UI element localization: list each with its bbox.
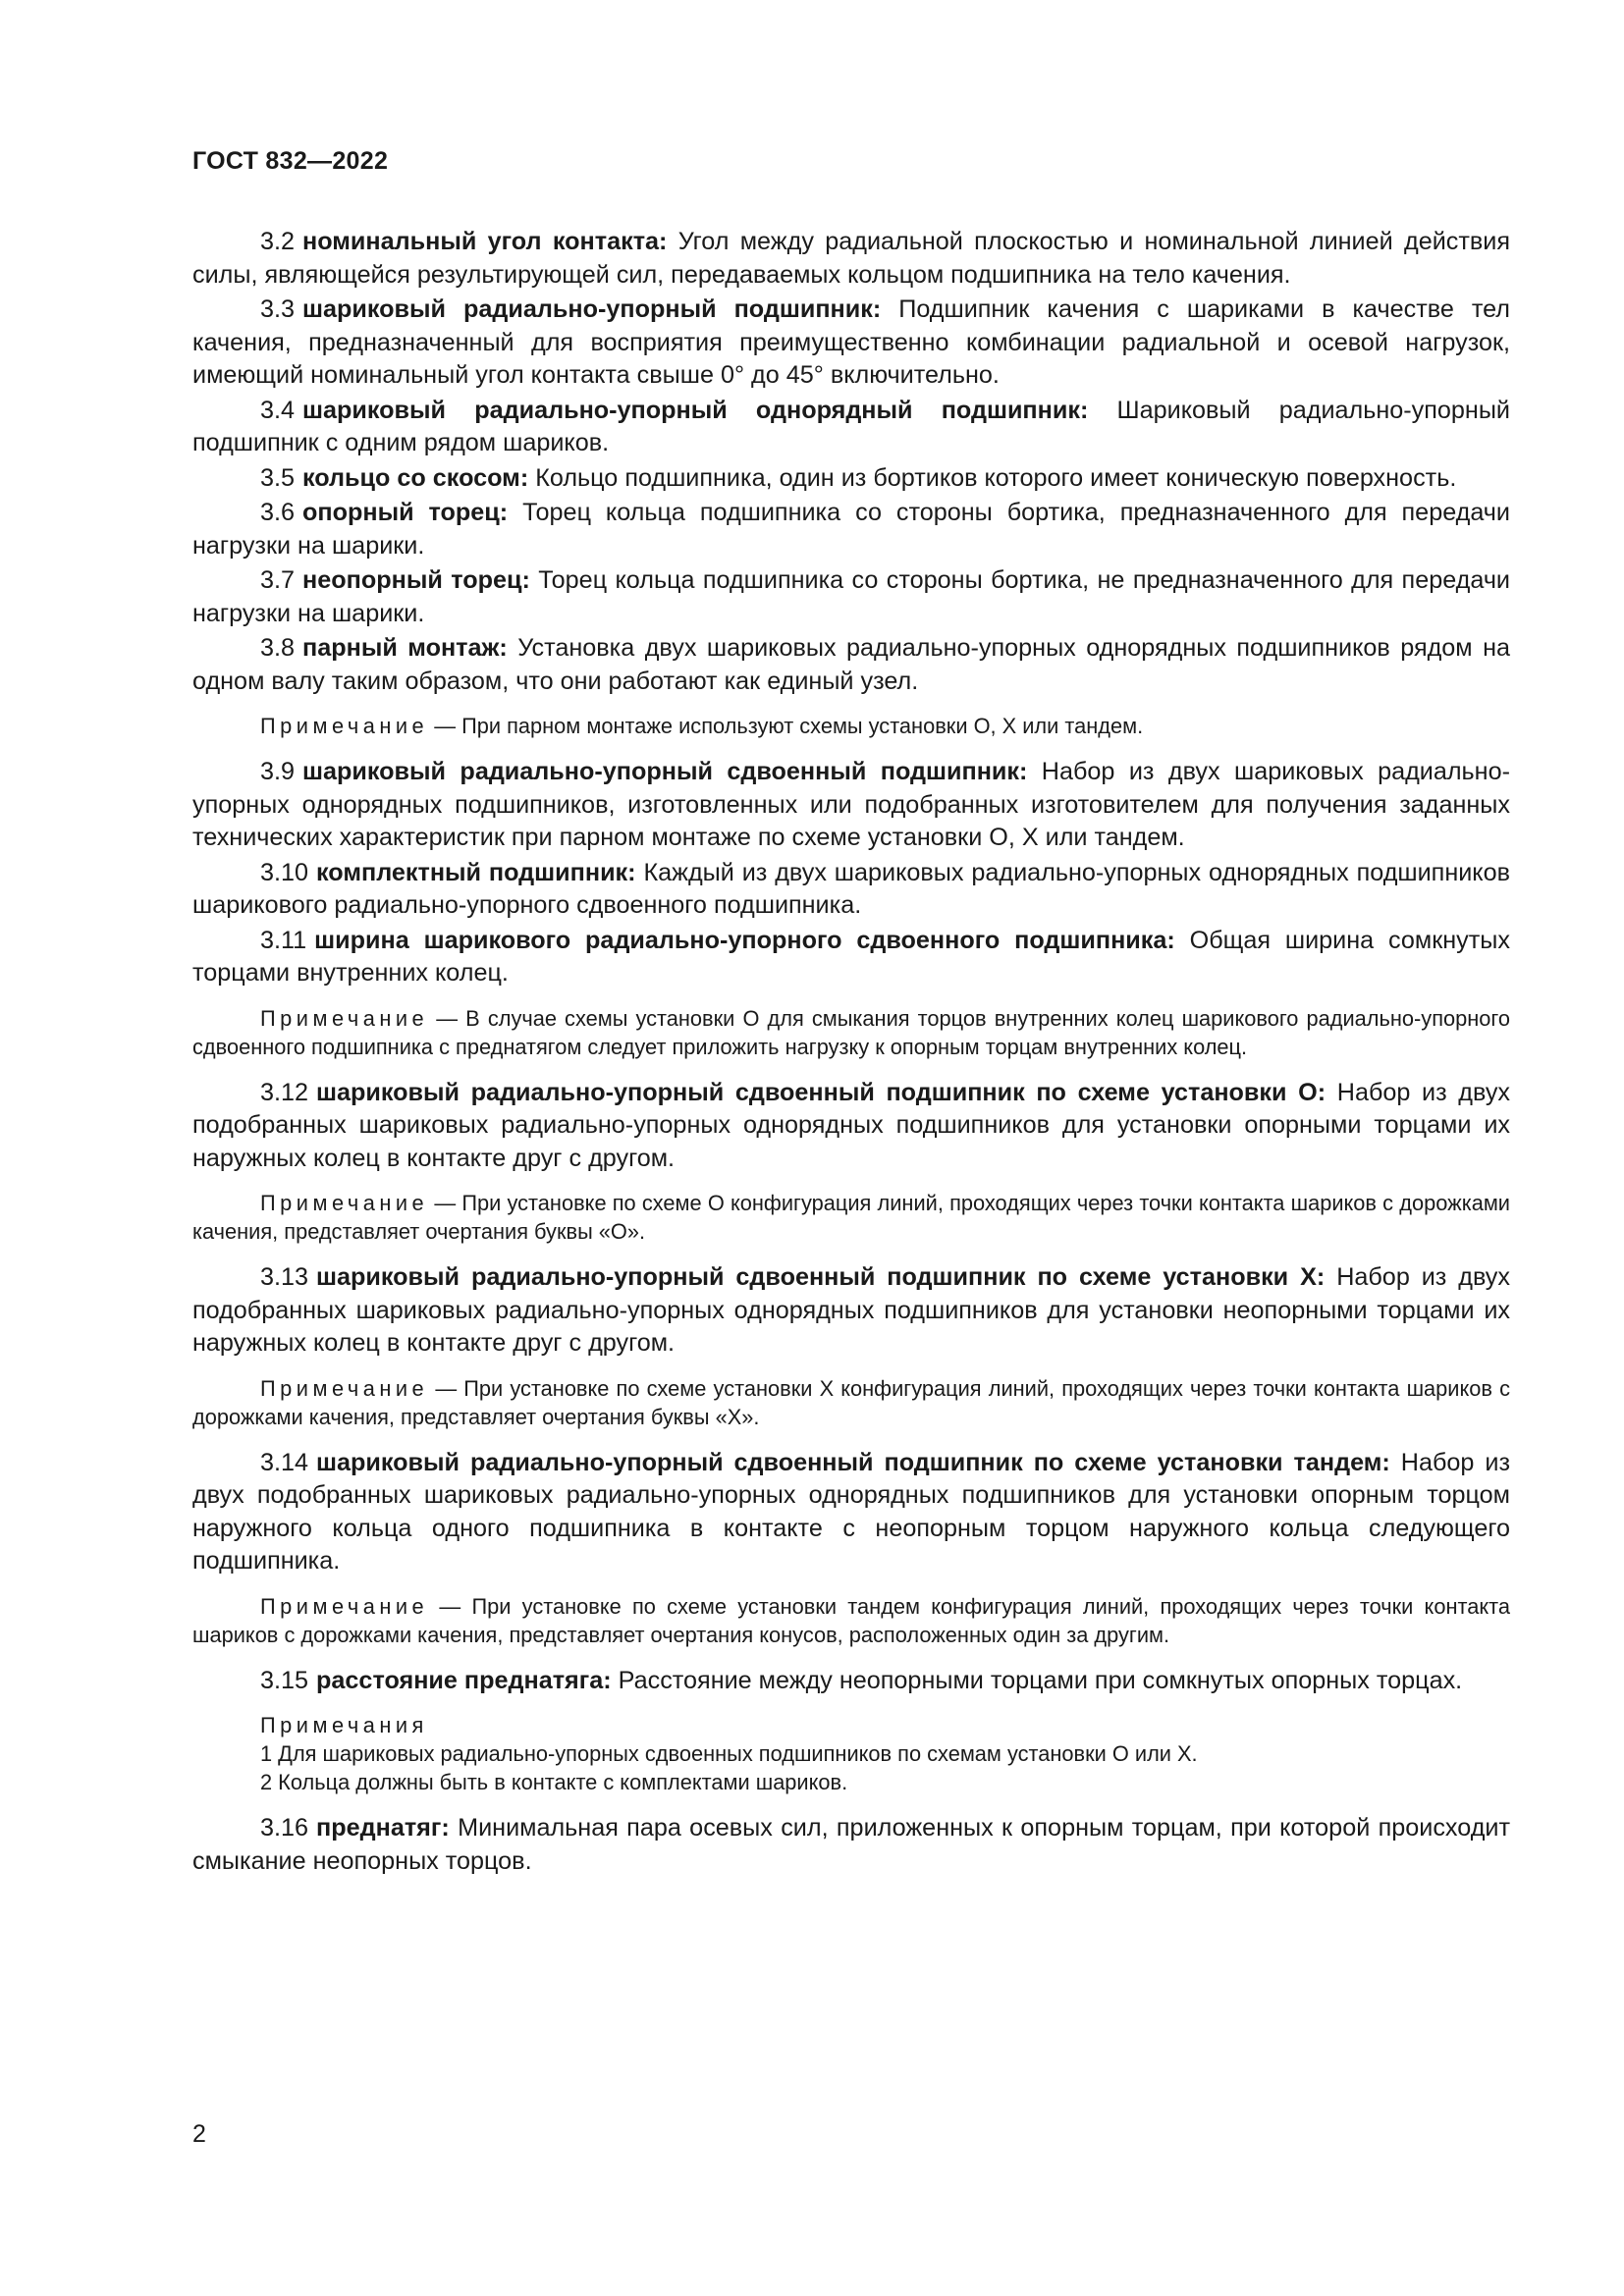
clause-number: 3.14 [260,1448,309,1476]
definition-text: Расстояние между неопорными торцами при сомкнутых опорных торцах. [618,1666,1463,1694]
definition-text: Набор из двух шариковых радиально-упорных однорядных подшипников, изготовленных или подобранных изготовителем для получения заданных технических характеристик при парном монтаже по схеме установки О, X или тандем. [192,758,1510,851]
notes-3-15 [260,1711,1510,1796]
note-3-8 [192,712,1510,740]
definition-3-5 [192,462,1510,496]
term: шариковый радиально-упорный сдвоенный подшипник по схеме установки X: [316,1263,1326,1291]
definition-text: Торец кольца подшипника со стороны бортика, не предназначенного для передачи нагрузки на шарики. [192,566,1511,627]
term: кольцо со скосом: [302,463,529,492]
term: неопорный торец: [302,566,530,594]
notes-item-2: 2 Кольца должны быть в контакте с комплектами шариков. [260,1770,848,1794]
notes-item-1: 1 Для шариковых радиально-упорных сдвоенных подшипников по схемам установки О или X. [260,1741,1198,1766]
clause-number: 3.11 [260,926,307,954]
clause-number: 3.5 [260,463,296,492]
definition-text: Набор из двух подобранных шариковых радиально-упорных однорядных подшипников для установки опорными торцами их наружных колец в контакте друг с другом. [192,1078,1511,1172]
definition-3-15 [192,1665,1510,1698]
definition-text: Торец кольца подшипника со стороны бортика, предназначенного для передачи нагрузки на шарики. [192,499,1511,560]
note-text: — При установке по схеме установки тандем конфигурация линий, проходящих через точки контакта шариков с дорожками качения, представляет очертания конусов, расположенных один за другим. [192,1593,1510,1647]
definition-3-12 [192,1077,1510,1176]
definition-3-16 [192,1812,1510,1878]
note-3-11 [192,1004,1510,1061]
term: шариковый радиально-упорный однорядный подшипник: [302,396,1089,424]
definition-3-4 [192,395,1510,460]
note-3-13 [192,1374,1510,1431]
definition-3-8 [192,632,1510,698]
notes-label: Примечания [260,1713,428,1737]
document-body [192,226,1510,1880]
clause-number: 3.15 [260,1666,309,1694]
note-label: Примечание [260,1593,429,1619]
clause-number: 3.6 [260,499,296,526]
term: опорный торец: [302,499,509,526]
definition-text: Минимальная пара осевых сил, приложенных к опорным торцам, при которой происходит смыкание неопорных торцов. [192,1814,1510,1875]
term: шариковый радиально-упорный сдвоенный подшипник по схеме установки О: [316,1078,1326,1106]
term: преднатяг: [316,1814,450,1842]
clause-number: 3.8 [260,634,296,662]
term: номинальный угол контакта: [302,228,668,255]
note-label: Примечание [260,1375,429,1401]
term: шариковый радиально-упорный сдвоенный подшипник по схеме установки тандем: [316,1448,1390,1476]
note-label: Примечание [260,714,429,738]
definition-3-7 [192,564,1510,630]
definition-3-2 [192,226,1510,292]
term: ширина шарикового радиально-упорного сдвоенного подшипника: [314,926,1175,954]
definition-3-14 [192,1447,1510,1578]
definition-3-10 [192,857,1510,923]
definition-text: Набор из двух подобранных шариковых радиально-упорных однорядных подшипников для установки неопорными торцами их наружных колец в контакте друг с другом. [192,1263,1510,1357]
page-number: 2 [192,2120,206,2148]
definition-3-3 [192,294,1510,393]
clause-number: 3.16 [260,1814,309,1842]
definition-text: Установка двух шариковых радиально-упорных однорядных подшипников рядом на одном валу таким образом, что они работают как единый узел. [192,634,1510,695]
note-3-12 [192,1189,1510,1246]
definition-text: Кольцо подшипника, один из бортиков которого имеет коническую поверхность. [535,463,1457,492]
term: шариковый радиально-упорный сдвоенный подшипник: [302,758,1028,785]
definition-3-6 [192,497,1510,562]
term: шариковый радиально-упорный подшипник: [302,295,882,323]
clause-number: 3.2 [260,228,296,255]
note-text: — В случае схемы установки О для смыкания торцов внутренних колец шарикового радиально-упорного сдвоенного подшипника с преднатягом следует приложить нагрузку к опорным торцам внутренних колец. [192,1005,1510,1059]
definition-text: Подшипник качения с шариками в качестве тел качения, предназначенный для восприятия преимущественно комбинации радиальной и осевой нагрузок, имеющий номинальный угол контакта свыше 0° до 45° включительно. [192,295,1511,389]
definition-text: Угол между радиальной плоскостью и номинальной линией действия силы, являющейся результирующей сил, передаваемых кольцом подшипника на тело качения. [192,228,1511,289]
clause-number: 3.9 [260,758,296,785]
clause-number: 3.10 [260,858,309,886]
definition-text: Набор из двух подобранных шариковых радиально-упорных однорядных подшипников для установки опорным торцом наружного кольца одного подшипника в контакте с неопорным торцом наружного кольца следующего подшипника. [192,1448,1510,1575]
note-text: — При парном монтаже используют схемы установки О, X или тандем. [428,714,1144,738]
definition-text: Общая ширина сомкнутых торцами внутренних колец. [192,926,1510,987]
term: расстояние преднатяга: [316,1666,612,1694]
clause-number: 3.7 [260,566,296,594]
note-label: Примечание [260,1005,429,1031]
definition-text: Каждый из двух шариковых радиально-упорных однорядных подшипников шарикового радиально-упорного сдвоенного подшипника. [192,858,1510,919]
definition-3-9 [192,756,1510,855]
note-text: — При установке по схеме установки X конфигурация линий, проходящих через точки контакта шариков с дорожками качения, представляет очертания буквы «X». [192,1375,1510,1429]
definition-text: Шариковый радиально-упорный подшипник с одним рядом шариков. [192,396,1510,456]
note-3-14 [192,1592,1510,1649]
term: парный монтаж: [302,634,508,662]
clause-number: 3.13 [260,1263,309,1291]
clause-number: 3.12 [260,1078,309,1106]
term: комплектный подшипник: [316,858,636,886]
note-text: — При установке по схеме О конфигурация линий, проходящих через точки контакта шариков с дорожками качения, представляет очертания буквы «О». [192,1191,1510,1244]
clause-number: 3.3 [260,295,296,323]
note-label: Примечание [260,1191,429,1215]
definition-3-13 [192,1261,1510,1361]
document-code: ГОСТ 832—2022 [192,147,389,175]
definition-3-11 [192,925,1510,990]
clause-number: 3.4 [260,396,296,424]
